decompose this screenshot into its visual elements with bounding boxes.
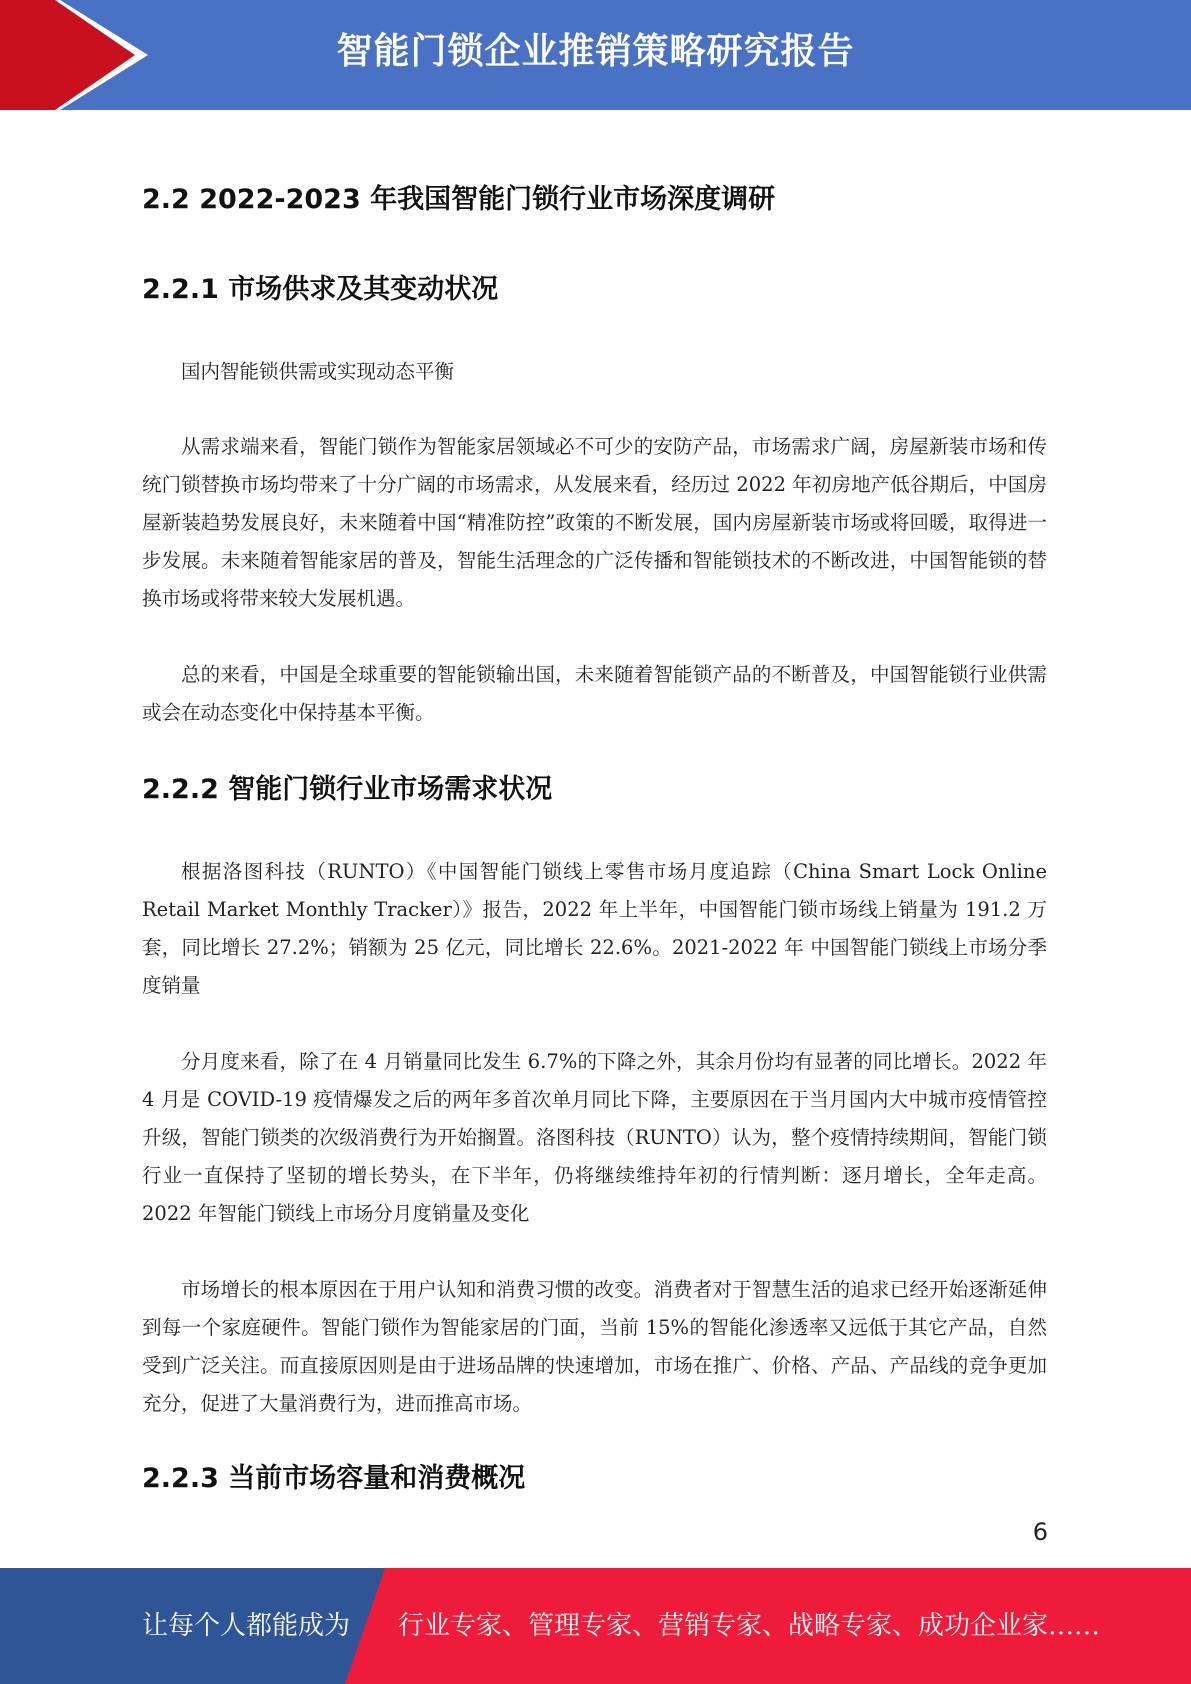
page-footer-banner	[0, 1568, 1191, 1684]
footer-slogan-right: 行业专家、管理专家、营销专家、战略专家、成功企业家……	[398, 1611, 1101, 1641]
paragraph: 从需求端来看，智能门锁作为智能家居领域必不可少的安防产品，市场需求广阔，房屋新装市场和传统门锁替换市场均带来了十分广阔的市场需求，从发展来看，经历过 2022 年初房地产低谷期后，中国房屋新装趋势发展良好，未来随着中国“精准防控”政策的不断发展，国内房屋新装市场或将回暖，取得进一步发展。未来随着智能家居的普及，智能生活理念的广泛传播和智能锁技术的不断改进，中国智能锁的替换市场或将带来较大发展机遇。	[142, 435, 1047, 610]
section-heading-2-2-3: 2.2.3 当前市场容量和消费概况	[142, 1463, 526, 1494]
page-header-banner	[0, 0, 1191, 110]
report-title: 智能门锁企业推销策略研究报告	[336, 31, 855, 72]
section-heading-2-2: 2.2 2022-2023 年我国智能门锁行业市场深度调研	[142, 184, 776, 215]
paragraph: 国内智能锁供需或实现动态平衡	[181, 360, 455, 383]
section-heading-2-2-2: 2.2.2 智能门锁行业市场需求状况	[142, 774, 553, 805]
paragraph: 根据洛图科技（RUNTO）《中国智能门锁线上零售市场月度追踪（China Smart Lock Online Retail Market Monthly Tracker）》报告，2022 年上半年，中国智能门锁市场线上销量为 191.2 万套，同比增长 27.2%；销额为 25 亿元，同比增长 22.6%。2021-2022 年 中国智能门锁线上市场分季度销量	[142, 860, 1047, 997]
section-heading-2-2-1: 2.2.1 市场供求及其变动状况	[142, 274, 499, 305]
footer-slogan-left: 让每个人都能成为	[142, 1611, 351, 1641]
paragraph: 分月度来看，除了在 4 月销量同比发生 6.7%的下降之外，其余月份均有显著的同比增长。2022 年 4 月是 COVID-19 疫情爆发之后的两年多首次单月同比下降，主要原因在于当月国内大中城市疫情管控升级，智能门锁类的次级消费行为开始搁置。洛图科技（RUNTO）认为，整个疫情持续期间，智能门锁行业一直保持了坚韧的增长势头，在下半年，仍将继续维持年初的行情判断：逐月增长，全年走高。2022 年智能门锁线上市场分月度销量及变化	[142, 1050, 1047, 1225]
paragraph: 总的来看，中国是全球重要的智能锁输出国，未来随着智能锁产品的不断普及，中国智能锁行业供需或会在动态变化中保持基本平衡。	[142, 663, 1047, 724]
page-number: 6	[1032, 1518, 1048, 1546]
paragraph: 市场增长的根本原因在于用户认知和消费习惯的改变。消费者对于智慧生活的追求已经开始逐渐延伸到每一个家庭硬件。智能门锁作为智能家居的门面，当前 15%的智能化渗透率又远低于其它产品，自然受到广泛关注。而直接原因则是由于进场品牌的快速增加，市场在推广、价格、产品、产品线的竞争更加充分，促进了大量消费行为，进而推高市场。	[142, 1278, 1047, 1415]
report-body	[142, 170, 1047, 1499]
